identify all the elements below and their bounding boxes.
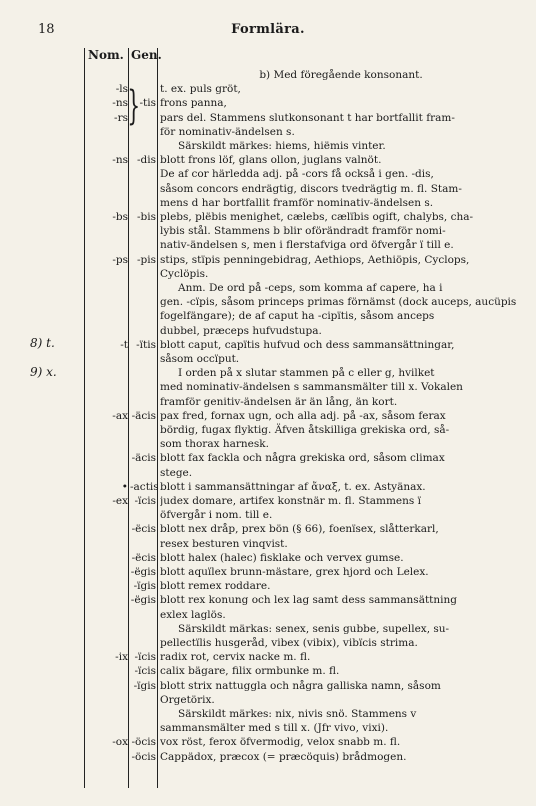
line-text: Anm. De ord på -ceps, som komma af capere, ha i — [178, 282, 443, 294]
nominative-ending: -ps — [112, 253, 128, 266]
text-line — [0, 707, 536, 721]
line-text: radix rot, cervix nacke m. fl. — [160, 651, 311, 664]
text-line — [0, 437, 536, 451]
text-line — [0, 380, 536, 394]
line-text: sammansmälter med s till x. (Jfr vivo, vixi). — [160, 722, 389, 735]
text-line — [0, 537, 536, 551]
text-line — [0, 111, 536, 125]
text-line — [0, 551, 536, 565]
nominative-ending: -ns — [112, 154, 128, 167]
text-line — [0, 721, 536, 735]
line-text: dubbel, præceps hufvudstupa. — [160, 324, 322, 337]
genitive-ending: -bis — [136, 211, 156, 223]
line-text: stege. — [160, 466, 193, 479]
line-text: Cyclöpis. — [160, 267, 209, 280]
text-line — [0, 253, 536, 267]
nominative-ending: -ax — [112, 409, 128, 422]
genitive-ending: -dis — [136, 154, 156, 167]
line-text: resex besturen vinqvist. — [160, 537, 288, 550]
nominative-ending: -bs — [112, 211, 128, 223]
nominative-ending: -t — [120, 338, 128, 351]
line-text: blott aquïlex brunn-mästare, grex hjord och Lelex. — [160, 566, 429, 578]
genitive-ending: -pis — [136, 253, 156, 266]
text-line — [0, 281, 536, 295]
text-line — [0, 636, 536, 650]
genitive-ending: -tis — [139, 97, 156, 110]
text-line — [0, 167, 536, 181]
text-line — [0, 750, 536, 764]
line-text: De af cor härledda adj. på -cors få också i gen. -dis, — [160, 168, 434, 181]
text-line — [0, 480, 536, 494]
line-text: blott frons löf, glans ollon, juglans valnöt. — [160, 154, 382, 167]
nominative-header: Nom. — [88, 48, 124, 62]
text-line — [0, 125, 536, 139]
text-line — [0, 68, 536, 82]
text-line — [0, 693, 536, 707]
text-line — [0, 96, 536, 110]
line-text: b) Med föregående konsonant. — [259, 69, 423, 81]
nominative-ending: -ns — [112, 97, 128, 110]
line-text: nativ-ändelsen s, men i flerstafviga ord öfvergår ï till e. — [160, 239, 454, 252]
text-line — [0, 338, 536, 352]
line-text: blott halex (halec) fisklake och vervex gumse. — [160, 551, 404, 564]
line-text: blott rex konung och lex lag samt dess sammansättning — [160, 594, 457, 607]
genitive-ending: -äcis — [131, 409, 156, 422]
genitive-ending: -ïcis — [134, 665, 156, 678]
nominative-ending: -ox — [112, 736, 128, 749]
genitive-ending: -öcis — [131, 750, 156, 763]
page-number: 18 — [38, 22, 55, 37]
text-line — [0, 395, 536, 409]
line-text: t. ex. puls gröt, — [160, 83, 241, 96]
nominative-ending: • — [121, 480, 128, 493]
genitive-header: Gen. — [131, 48, 162, 62]
text-line — [0, 196, 536, 210]
text-line — [0, 522, 536, 536]
line-text: såsom concors endrägtig, discors tvedrägtig m. fl. Stam- — [160, 182, 462, 195]
text-line — [0, 224, 536, 238]
text-line — [0, 324, 536, 338]
text-line — [0, 565, 536, 579]
text-line — [0, 210, 536, 224]
line-text: blott fax fackla och några grekiska ord, såsom climax — [160, 452, 445, 465]
line-text: blott remex roddare. — [160, 580, 271, 593]
genitive-ending: -ïgis — [133, 580, 156, 593]
text-line — [0, 423, 536, 437]
line-text: blott caput, capïtis hufvud och dess sammansättningar, — [160, 338, 455, 351]
text-line — [0, 664, 536, 678]
line-text: öfvergår i nom. till e. — [160, 509, 273, 522]
line-text: pax fred, fornax ugn, och alla adj. på -ax, såsom ferax — [160, 409, 446, 422]
nominative-ending: -ex — [112, 495, 128, 507]
line-text: Särskildt märkes: nix, nivis snö. Stammens v — [178, 708, 417, 720]
line-text: exlex laglös. — [160, 608, 226, 621]
line-text: pars del. Stammens slutkonsonant t har bortfallit fram- — [160, 111, 455, 124]
text-line — [0, 309, 536, 323]
margin-note-9: 9) x. — [30, 365, 57, 379]
line-text: lybis stål. Stammens b blir oförändradt framför nomi- — [160, 225, 446, 238]
text-line — [0, 608, 536, 622]
line-text: Orgetörix. — [160, 693, 215, 706]
line-text: bördig, fugax flyktig. Äfven åtskilliga grekiska ord, så- — [160, 424, 450, 436]
line-text: Särskildt märkes: hiems, hiëmis vinter. — [178, 140, 386, 152]
line-text: som thorax harnesk. — [160, 438, 269, 451]
line-text: calix bägare, filix ormbunke m. fl. — [160, 665, 340, 678]
line-text: Cappädox, præcox (= præcöquis) brådmogen. — [160, 750, 407, 763]
line-text: gen. -cïpis, såsom princeps primas förnämst (dock auceps, aucüpis — [160, 296, 517, 309]
page-header — [0, 22, 536, 42]
line-text: vox röst, ferox öfvermodig, velox snabb m. fl. — [160, 736, 401, 749]
text-line — [0, 622, 536, 636]
text-line — [0, 451, 536, 465]
text-line — [0, 466, 536, 480]
line-text: för nominativ-ändelsen s. — [160, 125, 295, 138]
genitive-ending: -ïcis — [134, 495, 156, 507]
line-text: mens d har bortfallit framför nominativ-ändelsen s. — [160, 196, 434, 209]
genitive-ending: -ïcis — [134, 651, 156, 664]
text-line — [0, 650, 536, 664]
line-text: blott strix nattuggla och några galliska namn, såsom — [160, 679, 441, 692]
genitive-ending: -öcis — [131, 736, 156, 749]
text-line — [0, 267, 536, 281]
genitive-ending: -ëgis — [130, 566, 156, 578]
line-text: judex domare, artifex konstnär m. fl. Stammens ï — [160, 495, 421, 507]
line-text: stips, stïpis penningebidrag, Aethiops, Aethiöpis, Cyclops, — [160, 253, 470, 266]
line-text: fogelfängare); de af caput ha -cipïtis, såsom anceps — [160, 310, 435, 323]
text-line — [0, 579, 536, 593]
line-text: frons panna, — [160, 97, 227, 110]
text-line — [0, 182, 536, 196]
line-text: I orden på x slutar stammen på c eller g, hvilket — [178, 367, 435, 380]
line-text: Särskildt märkas: senex, senis gubbe, supellex, su- — [178, 622, 450, 635]
text-line — [0, 494, 536, 508]
nominative-ending: -ls — [115, 83, 128, 96]
text-line — [0, 295, 536, 309]
text-line — [0, 679, 536, 693]
running-title: Formlära. — [231, 22, 305, 37]
grouping-brace: } — [127, 83, 141, 129]
text-line — [0, 366, 536, 380]
line-text: blott nex dråp, prex bön (§ 66), foenïsex, slåtterkarl, — [160, 523, 439, 536]
text-line — [0, 508, 536, 522]
genitive-ending: -actis — [130, 480, 159, 493]
text-line — [0, 153, 536, 167]
line-text: pellectïlis husgeråd, vibex (vibix), vibïcis strima. — [160, 637, 418, 649]
genitive-ending: -ëcis — [131, 551, 156, 564]
genitive-ending: -ëcis — [131, 523, 156, 536]
nominative-ending: -rs — [114, 111, 128, 124]
margin-note-8: 8) t. — [30, 336, 55, 350]
line-text: plebs, plëbis menighet, cælebs, cælïbis ogift, chalybs, cha- — [160, 211, 474, 223]
line-text: med nominativ-ändelsen s sammansmälter till x. Vokalen — [160, 381, 463, 394]
line-text: blott i sammansättningar af ἄναξ, t. ex. Astyänax. — [160, 480, 426, 493]
text-line — [0, 409, 536, 423]
text-line — [0, 352, 536, 366]
text-line — [0, 735, 536, 749]
text-line — [0, 82, 536, 96]
genitive-ending: -äcis — [131, 452, 156, 465]
nominative-ending: -ix — [115, 651, 128, 664]
text-line — [0, 139, 536, 153]
genitive-ending: -ëgis — [130, 594, 156, 607]
genitive-ending: -ïtis — [136, 338, 156, 351]
text-line — [0, 593, 536, 607]
text-line — [0, 238, 536, 252]
line-text: framför genitiv-ändelsen är än lång, än kort. — [160, 395, 398, 408]
genitive-ending: -ïgis — [133, 679, 156, 692]
line-text: såsom occïput. — [160, 353, 240, 365]
